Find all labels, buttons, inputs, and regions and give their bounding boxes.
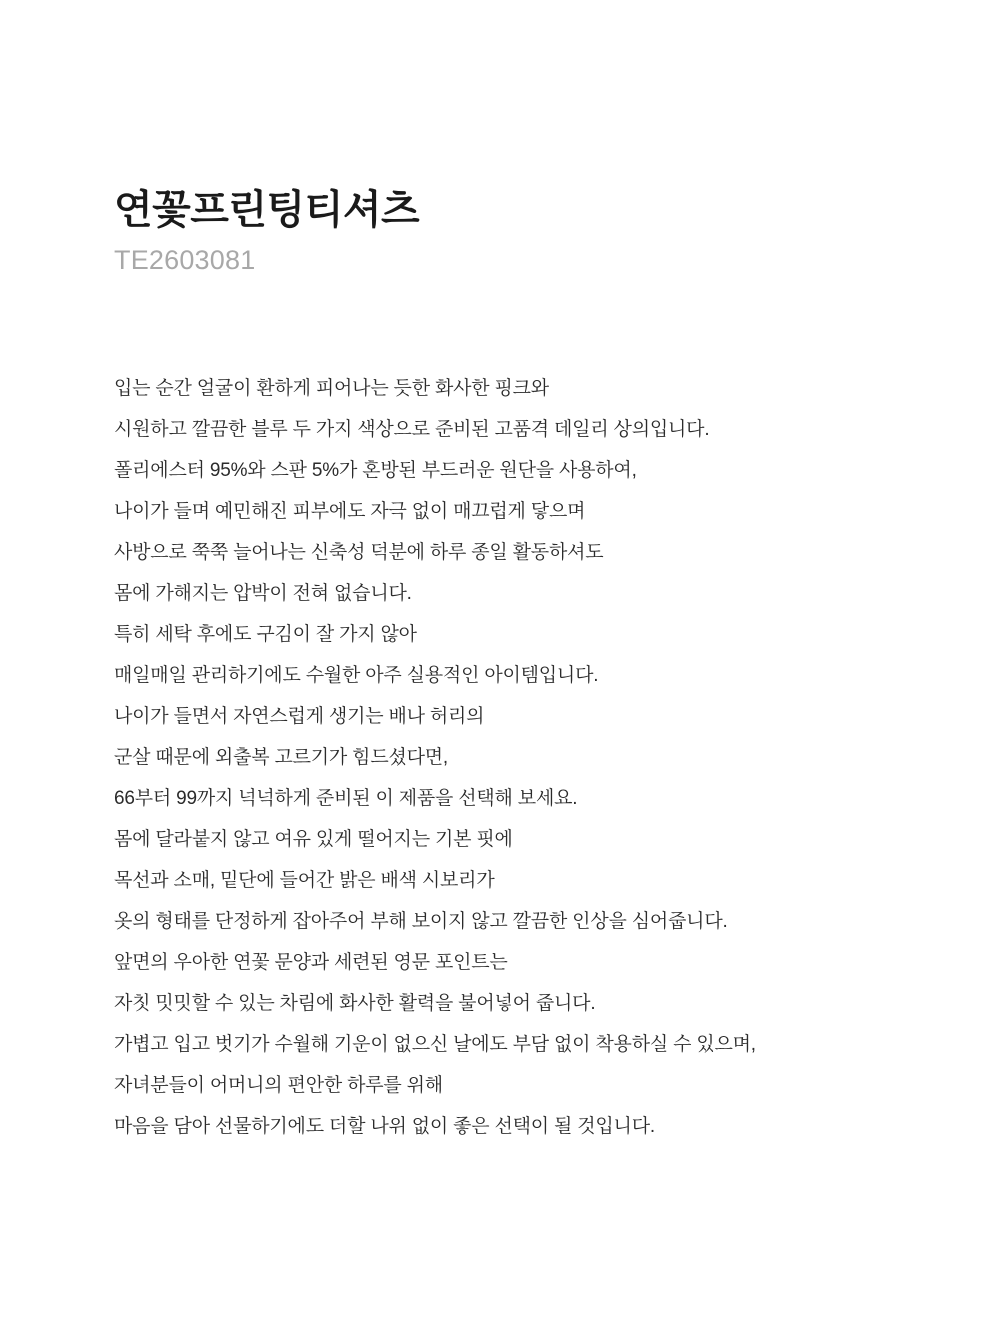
description-line: 가볍고 입고 벗기가 수월해 기운이 없으신 날에도 부담 없이 착용하실 수 있으며, xyxy=(114,1034,756,1055)
description-line: 폴리에스터 95%와 스판 5%가 혼방된 부드러운 원단을 사용하여, xyxy=(114,460,637,481)
description-line: 목선과 소매, 밑단에 들어간 밝은 배색 시보리가 xyxy=(114,870,495,891)
description-line: 사방으로 쭉쭉 늘어나는 신축성 덕분에 하루 종일 활동하셔도 xyxy=(114,542,604,563)
description-line: 시원하고 깔끔한 블루 두 가지 색상으로 준비된 고품격 데일리 상의입니다. xyxy=(114,419,710,440)
description-line: 마음을 담아 선물하기에도 더할 나위 없이 좋은 선택이 될 것입니다. xyxy=(114,1116,655,1137)
description-line: 몸에 달라붙지 않고 여유 있게 떨어지는 기본 핏에 xyxy=(114,829,513,850)
description-line: 군살 때문에 외출복 고르기가 힘드셨다면, xyxy=(114,747,449,768)
description-line: 옷의 형태를 단정하게 잡아주어 부해 보이지 않고 깔끔한 인상을 심어줍니다. xyxy=(114,911,728,932)
description-line: 나이가 들면서 자연스럽게 생기는 배나 허리의 xyxy=(114,706,485,727)
product-header xyxy=(114,186,914,278)
description-line: 앞면의 우아한 연꽃 문양과 세련된 영문 포인트는 xyxy=(114,952,508,973)
product-description xyxy=(114,368,934,1147)
description-line: 자녀분들이 어머니의 편안한 하루를 위해 xyxy=(114,1075,443,1096)
description-line: 자칫 밋밋할 수 있는 차림에 화사한 활력을 불어넣어 줍니다. xyxy=(114,993,596,1014)
description-line: 66부터 99까지 넉넉하게 준비된 이 제품을 선택해 보세요. xyxy=(114,788,578,809)
description-line: 몸에 가해지는 압박이 전혀 없습니다. xyxy=(114,583,412,604)
description-line: 입는 순간 얼굴이 환하게 피어나는 듯한 화사한 핑크와 xyxy=(114,378,549,399)
description-line: 매일매일 관리하기에도 수월한 아주 실용적인 아이템입니다. xyxy=(114,665,599,686)
page-title: 연꽃프린팅티셔츠 xyxy=(114,188,420,232)
description-line: 특히 세탁 후에도 구김이 잘 가지 않아 xyxy=(114,624,417,645)
product-code: TE2603081 xyxy=(114,245,256,275)
description-line: 나이가 들며 예민해진 피부에도 자극 없이 매끄럽게 닿으며 xyxy=(114,501,586,522)
